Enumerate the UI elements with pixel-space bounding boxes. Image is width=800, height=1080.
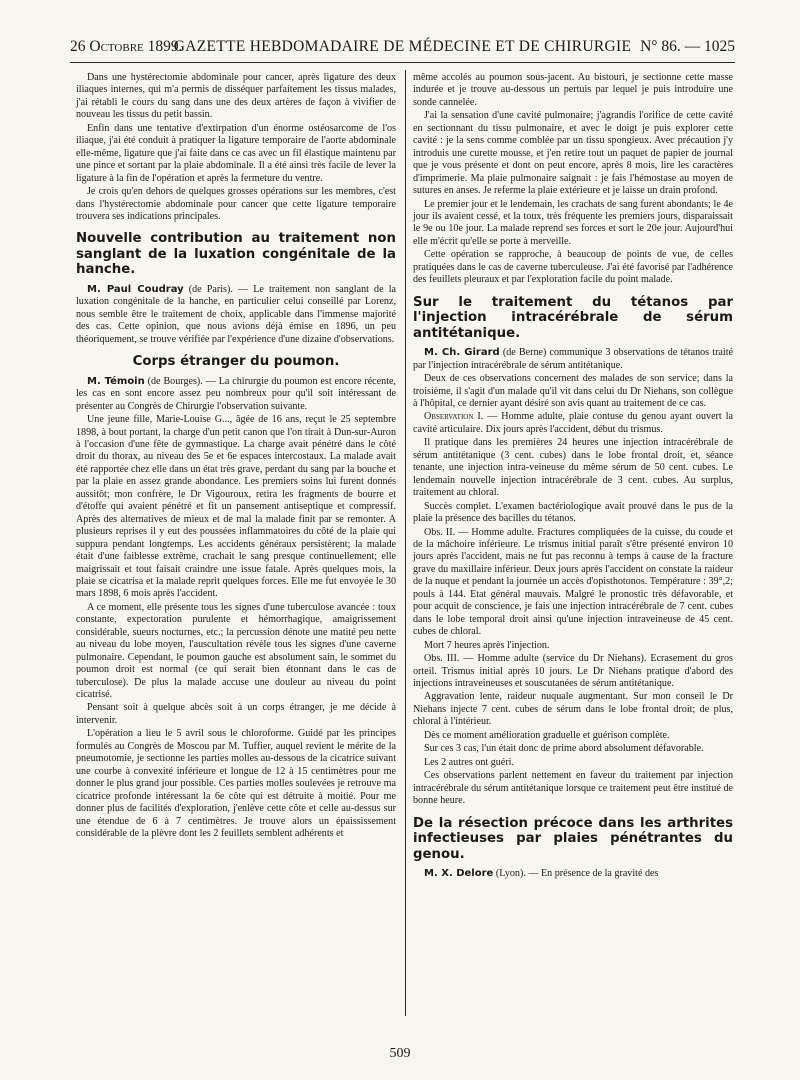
paragraph: Deux de ces observations concernent des malades de son service; dans la troisième, il s'agit d'un malade qu'il vit dans celui du Dr Niehans, son collègue à l'hôpital, ce dernier ayant désiré son avis quant au traitement de ce cas. — [413, 373, 733, 410]
paragraph: Mort 7 heures après l'injection. — [424, 639, 550, 651]
right-column — [413, 72, 733, 881]
paragraph: L'opération a lieu le 5 avril sous le chloroforme. Guidé par les principes formulés au Congrès de Moscou par M. Tuffier, auquel revient le mérite de la pneumotomie, je sectionne les parties molles au-dessous de la cicatrice suivant une courbe à convexité inférieure et longue de 12 à 15 centimètres pour me donner le plus grand jour possible. Ces parties molles soulevées je retrouve ma cicatrice profonde intéressant la 6e côte qui est détruite à moitié. Pour me donner plus de facilités d'exploration, j'enlève cette côte et celle au-dessus sur une étendue de 6 à 7 centimètres. Je trouve alors un épaississement considérable de la plèvre dont les 2 feuillets semblent adhérents et — [76, 728, 396, 840]
paragraph: Le premier jour et le lendemain, les crachats de sang furent abondants; le 4e jour ils avaient cessé, et la toux, très fréquente les premiers jours, disparaissait le 9e ou 10e jour. La malade reprend ses forces et sort le 20e jour. Aujourd'hui elle m'écrit qu'elle se porte à merveille. — [413, 198, 733, 247]
paragraph: Une jeune fille, Marie-Louise G..., âgée de 16 ans, reçut le 25 septembre 1898, à bout portant, la charge d'un petit canon que l'on tirait à Dun-sur-Auron à l'occasion d'une fête de gymnastique. La charge avait pénétré dans le côté droit du thorax, au niveau des 5e et 6e espaces intercostaux. La malade avait été rapportée chez elle dans un état très grave, perdant du sang par la bouche et par la plaie en assez grande abondance. Les premiers soins lui furent donnés aussitôt; mon confrère, le Dr Vigouroux, retira les fragments de bourre et d'étoffe qui avaient pénétré et fit un pansement antiseptique et compressif. Après des alternatives de mieux et de mal la malade finit par se remonter. A plusieurs reprises il y eut des poussées inflammatoires du côté de la plaie qui suppura pendant longtemps. Les accidents généraux persistèrent; la malade était d'une faiblesse extrême, crachait le sang presque continuellement; elle maigrissait et tout faisait craindre une issue fatale. Après quelques mois, la plaie se cicatrisa et la malade reprit quelques forces. Elle me fut envoyée le 30 mars 1898, 6 mois après l'accident. — [76, 414, 396, 600]
left-column — [76, 72, 396, 841]
paragraph: Cette opération se rapproche, à beaucoup de points de vue, de celles pratiquées dans le cas de caverne tuberculeuse. J'ai été favorisé par l'adhérence des feuillets pleuraux et par l'exploration facile du point malade. — [413, 249, 733, 286]
section-heading-tetanos: Sur le traitement du tétanos par l'injection intracérébrale de sérum antitétanique. — [413, 294, 733, 341]
paragraph: Dès ce moment amélioration graduelle et guérison complète. — [424, 729, 670, 741]
paragraph: Il pratique dans les premières 24 heures une injection intracérébrale de sérum antitétanique (3 cent. cubes) dans le lobe frontal droit, et, séance tenante, une injection intra-veineuse du même sérum de 50 cent. cubes. Le lendemain nouvelle injection intracérébrale de 3 cent. cubes. Au surplus, traitement au chloral. — [413, 437, 733, 499]
paragraph: Obs. II. — Homme adulte. Fractures compliquées de la cuisse, du coude et de la mâchoire inférieure. Le trismus initial paraît s'être présenté environ 10 jours après l'accident, mais ne fut pas reconnu à temps à cause de la fracture grave du maxillaire inférieur. Deux jours après l'accident on constate la raideur de la nuque et pendant la journée un accès d'opisthotonos. Température : 39°,2; pouls à 144. Etat général mauvais. Malgré le pronostic très défavorable, et pour acquit de conscience, je fais une injection intracérébrale de 7 cent. cubes dans le lobe temporal droit ainsi qu'une injection intraveineuse de 45 cent. cubes de chloral. — [413, 526, 733, 638]
paragraph: Dans une hystérectomie abdominale pour cancer, après ligature des deux iliaques internes, qui m'a permis de disséquer parfaitement les tissus malades, j'ai rétabli le cours du sang dans une des deux artères de façon à vivifier de nouveau les tissus du petit bassin. — [76, 72, 396, 121]
paragraph: Succès complet. L'examen bactériologique avait prouvé dans le pus de la plaie la présence des bacilles du tétanos. — [413, 500, 733, 525]
paragraph-text: (de Bourges). — La chirurgie du poumon est encore récente, les cas en sont encore assez peu nombreux pour qu'il soit intéressant de présenter au Congrès de Chirurgie l'observation suivante. — [76, 375, 396, 412]
author-name: M. X. Delore — [424, 868, 494, 880]
paragraph — [413, 868, 733, 880]
observation-label: Observation I. — [424, 411, 484, 423]
author-name: M. Ch. Girard — [424, 347, 500, 359]
paragraph: Enfin dans une tentative d'extirpation d'un énorme ostéosarcome de l'os iliaque, j'ai été conduit à pratiquer la ligature temporaire de l'aorte abdominale elle-même, ligature que j'ai faite dans ce cas avec un fil élastique maintenu par une pince et sortant par la plaie abdominale. Il a été ainsi très facile de lever la ligature à la fin de l'opération et après la fermeture du ventre. — [76, 122, 396, 184]
paragraph: Ces observations parlent nettement en faveur du traitement par injection intracérébrale du sérum antitétanique lorsque ce traitement peut être institué de bonne heure. — [413, 770, 733, 807]
section-heading-luxation: Nouvelle contribution au traitement non sanglant de la luxation congénitale de la hanche. — [76, 231, 396, 278]
header-rule — [70, 62, 735, 63]
column-divider — [405, 70, 406, 1016]
paragraph: A ce moment, elle présente tous les signes d'une tuberculose avancée : toux constante, expectoration purulente et hémorrhagique, amaigrissement considérable, sueurs nocturnes, etc.; la percussion dénote une matité peu nette au niveau du lobe moyen, l'auscultation révèle tous les signes d'une caverne pulmonaire. Cependant, le poumon gauche est absolument sain, le sommet du poumon droit est normal (ce qui serait bien étonnant dans le cas de tuberculose). De plus la malade accuse une douleur au niveau du point cicatrisé. — [76, 601, 396, 701]
paragraph — [413, 347, 733, 372]
paragraph: Sur ces 3 cas, l'un était donc de prime abord absolument défavorable. — [424, 743, 704, 755]
issue-number: N° 86. — 1025 — [640, 38, 735, 55]
paragraph: Aggravation lente, raideur nuquale augmentant. Sur mon conseil le Dr Niehans injecte 7 cent. cubes de sérum dans le lobe frontal droit; de plus, chloral à l'intérieur. — [413, 691, 733, 728]
paragraph-text: (de Paris). — Le traitement non sanglant de la luxation congénitale de la hanche, en particulier celui conseillé par Lorenz, nous semble être le traitement de choix, applicable dans l'immense majorité des cas. Cette opinion, que nous avions déjà émise en 1896, un peu théoriquement, se trouve vérifiée par l'expérience d'une dizaine d'observations. — [76, 283, 396, 345]
author-name: M. Témoin — [87, 375, 145, 387]
journal-title: GAZETTE HEBDOMADAIRE DE MÉDECINE ET DE CHIRURGIE — [173, 38, 632, 55]
section-heading-resection: De la résection précoce dans les arthrites infectieuses par plaies pénétrantes du genou. — [413, 815, 733, 862]
paragraph: Je crois qu'en dehors de quelques grosses opérations sur les membres, c'est dans l'hystérectomie abdominale pour cancer que cette ligature temporaire trouvera ses indications principales. — [76, 186, 396, 222]
page-folio: 509 — [389, 1046, 411, 1061]
paragraph — [413, 411, 733, 436]
running-header — [70, 38, 735, 58]
paragraph: même accolés au poumon sous-jacent. Au bistouri, je sectionne cette masse indurée et je trouve au-dessous un pertuis par lequel je puis introduire une sonde cannelée. — [413, 72, 733, 108]
paragraph: J'ai la sensation d'une cavité pulmonaire; j'agrandis l'orifice de cette cavité en sectionnant du tissu pulmonaire, et avec le doigt je puis explorer cette cavité : je la sens comme comblée par un tissu spongieux. Avec précaution j'y introduis une curette mousse, et j'en retire tout un paquet de papier de journal que je vous présente et dont on peut encore, après 8 mois, lire les caractères d'imprimerie. Ma plaie pulmonaire saignait : je fais l'hémostase au moyen de sutures en anses. Je referme la plaie extérieure et je laisse un drain profond. — [413, 110, 733, 197]
paragraph: Les 2 autres ont guéri. — [424, 756, 514, 768]
issue-date: 26 Octobre 1899. — [70, 38, 183, 55]
author-name: M. Paul Coudray — [87, 283, 184, 295]
paragraph — [76, 284, 396, 346]
paragraph: Obs. III. — Homme adulte (service du Dr Niehans). Ecrasement du gros orteil. Trismus initial après 10 jours. Le Dr Niehans pratique d'abord des injections intraveineuses et souscutanées de sérum antitétanique. — [413, 653, 733, 689]
section-heading-corps-etranger: Corps étranger du poumon. — [132, 354, 340, 370]
paragraph-text: (Lyon). — En présence de la gravité des — [493, 868, 659, 880]
paragraph: Pensant soit à quelque abcès soit à un corps étranger, je me décide à intervenir. — [76, 702, 396, 726]
paragraph-text: — Homme adulte, plaie contuse du genou ayant ouvert la cavité articulaire. Dix jours après l'accident, début du trismus. — [413, 411, 733, 435]
paragraph — [76, 376, 396, 413]
paragraph-text: (de Berne) communique 3 observations de tétanos traité par l'injection intracérébrale de sérum antitétanique. — [413, 347, 733, 371]
